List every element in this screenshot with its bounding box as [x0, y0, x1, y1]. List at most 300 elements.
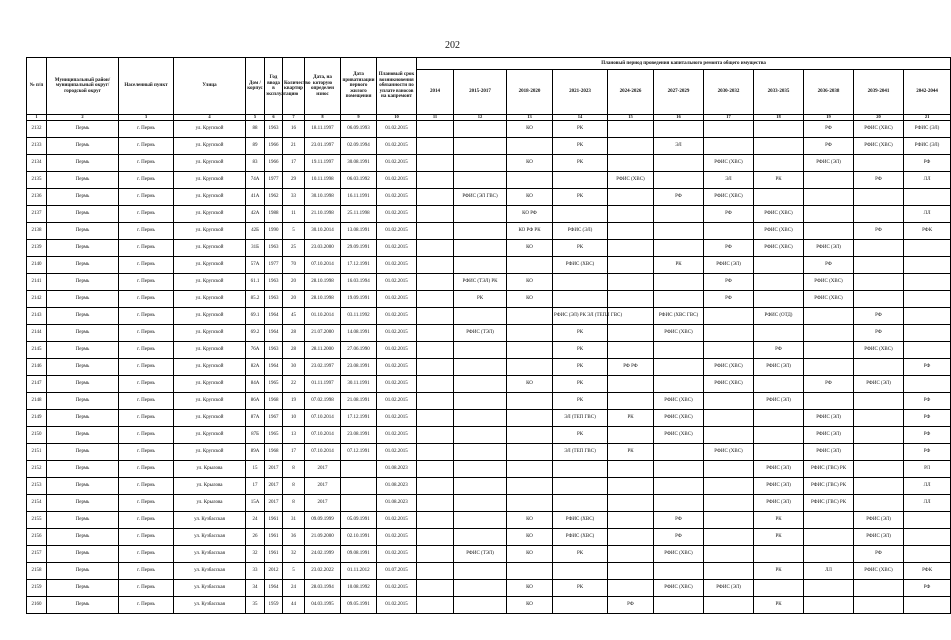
period-cell: [904, 240, 951, 257]
period-cell: РФИС (ЭЛ): [904, 138, 951, 155]
settlement-cell: г. Пермь: [119, 546, 174, 563]
period-cell: [454, 529, 507, 546]
period-cell: [608, 427, 654, 444]
table-row: [27, 172, 951, 189]
period-cell: РФ: [704, 291, 754, 308]
period-cell: [417, 138, 454, 155]
period-cell: [904, 325, 951, 342]
period-cell: [854, 359, 904, 376]
header-period: 2015-2017: [454, 70, 507, 115]
column-number: 20: [854, 115, 904, 121]
municipality-cell: Пермь: [47, 580, 119, 597]
row-number: 2158: [27, 563, 47, 580]
settlement-cell: г. Пермь: [119, 274, 174, 291]
wear-date-cell: 07.10.2014: [305, 410, 341, 427]
wear-date-cell: 30.10.2014: [305, 223, 341, 240]
period-cell: [608, 580, 654, 597]
header-period: 2030-2032: [704, 70, 754, 115]
period-cell: РФИС (ХВС): [704, 376, 754, 393]
period-cell: [854, 461, 904, 478]
municipality-cell: Пермь: [47, 563, 119, 580]
column-number: 21: [904, 115, 951, 121]
wear-date-cell: 07.10.2014: [305, 444, 341, 461]
municipality-cell: Пермь: [47, 393, 119, 410]
period-cell: [454, 308, 507, 325]
period-cell: [654, 359, 704, 376]
period-cell: [804, 512, 854, 529]
period-cell: [417, 291, 454, 308]
municipality-cell: Пермь: [47, 427, 119, 444]
house-cell: 17: [246, 478, 265, 495]
apartments-cell: 19: [283, 393, 305, 410]
municipality-cell: Пермь: [47, 478, 119, 495]
apartments-cell: 30: [283, 359, 305, 376]
period-cell: [507, 461, 553, 478]
wear-date-cell: 07.10.2014: [305, 257, 341, 274]
period-cell: РФК: [904, 563, 951, 580]
period-cell: [804, 580, 854, 597]
table-row: [27, 189, 951, 206]
street-cell: ул. Крупской: [174, 427, 246, 444]
period-cell: [417, 121, 454, 138]
privatization-date-cell: 06.09.1993: [341, 121, 377, 138]
period-cell: [454, 206, 507, 223]
year-cell: 2017: [265, 461, 283, 478]
period-cell: [417, 206, 454, 223]
table-row: [27, 427, 951, 444]
period-cell: КО: [507, 580, 553, 597]
period-cell: [804, 189, 854, 206]
table-row: [27, 257, 951, 274]
period-cell: [608, 461, 654, 478]
period-cell: КО: [507, 121, 553, 138]
settlement-cell: г. Пермь: [119, 240, 174, 257]
table-row: [27, 138, 951, 155]
wear-date-cell: 09.09.1999: [305, 512, 341, 529]
street-cell: ул. Крупской: [174, 121, 246, 138]
deadline-cell: 01.02.2015: [377, 325, 417, 342]
house-cell: 84А: [246, 376, 265, 393]
period-cell: [754, 580, 804, 597]
period-cell: РФИС (ХВС): [754, 223, 804, 240]
municipality-cell: Пермь: [47, 342, 119, 359]
municipality-cell: Пермь: [47, 172, 119, 189]
deadline-cell: 01.02.2015: [377, 410, 417, 427]
row-number: 2153: [27, 478, 47, 495]
period-cell: [754, 138, 804, 155]
street-cell: ул. Крупской: [174, 240, 246, 257]
period-cell: [553, 563, 608, 580]
row-number: 2155: [27, 512, 47, 529]
house-cell: 83: [246, 155, 265, 172]
street-cell: ул. Крупской: [174, 155, 246, 172]
column-number: 6: [265, 115, 283, 121]
house-cell: 69.2: [246, 325, 265, 342]
apartments-cell: 22: [283, 376, 305, 393]
year-cell: 1963: [265, 121, 283, 138]
period-cell: [704, 597, 754, 614]
settlement-cell: г. Пермь: [119, 308, 174, 325]
privatization-date-cell: 19.09.1991: [341, 291, 377, 308]
row-number: 2149: [27, 410, 47, 427]
row-number: 2151: [27, 444, 47, 461]
row-number: 2132: [27, 121, 47, 138]
house-cell: 82А: [246, 359, 265, 376]
period-cell: [704, 121, 754, 138]
period-cell: [804, 308, 854, 325]
period-cell: РФ: [854, 325, 904, 342]
period-cell: РФИС (ХВС ГВС): [654, 308, 704, 325]
period-cell: РФ: [654, 512, 704, 529]
period-cell: [454, 257, 507, 274]
street-cell: ул. Крылова: [174, 495, 246, 512]
table-row: [27, 206, 951, 223]
period-cell: [904, 512, 951, 529]
period-cell: [417, 512, 454, 529]
period-cell: [854, 155, 904, 172]
period-cell: РФИС (ГВС) РК: [804, 461, 854, 478]
row-number: 2141: [27, 274, 47, 291]
municipality-cell: Пермь: [47, 597, 119, 614]
period-cell: РФ: [904, 580, 951, 597]
house-cell: 15: [246, 461, 265, 478]
street-cell: ул. Крупской: [174, 189, 246, 206]
period-cell: [417, 359, 454, 376]
municipality-cell: Пермь: [47, 257, 119, 274]
period-cell: [854, 189, 904, 206]
period-cell: [854, 444, 904, 461]
street-cell: ул. Крупской: [174, 308, 246, 325]
period-cell: ЭЛ (ТЕП ГВС): [553, 444, 608, 461]
deadline-cell: 01.02.2015: [377, 529, 417, 546]
column-number: 5: [246, 115, 265, 121]
period-cell: РФИС (ЭЛ): [804, 427, 854, 444]
apartments-cell: 29: [283, 172, 305, 189]
period-cell: [417, 257, 454, 274]
deadline-cell: 01.02.2015: [377, 257, 417, 274]
table-row: [27, 563, 951, 580]
deadline-cell: 01.02.2015: [377, 580, 417, 597]
period-cell: РФ: [608, 597, 654, 614]
period-cell: РК: [553, 325, 608, 342]
row-number: 2157: [27, 546, 47, 563]
period-cell: РК: [608, 410, 654, 427]
period-cell: [454, 563, 507, 580]
period-cell: [454, 155, 507, 172]
table-row: [27, 580, 951, 597]
period-cell: РК: [754, 597, 804, 614]
wear-date-cell: 04.03.1995: [305, 597, 341, 614]
period-cell: РК: [553, 427, 608, 444]
row-number: 2146: [27, 359, 47, 376]
year-cell: 1965: [265, 427, 283, 444]
column-number: 11: [417, 115, 454, 121]
period-cell: РК: [553, 342, 608, 359]
municipality-cell: Пермь: [47, 512, 119, 529]
period-cell: [608, 206, 654, 223]
privatization-date-cell: 07.12.1991: [341, 444, 377, 461]
apartments-cell: 8: [283, 461, 305, 478]
period-cell: [507, 359, 553, 376]
street-cell: ул. Крупской: [174, 223, 246, 240]
period-cell: [608, 291, 654, 308]
street-cell: ул. Кузбасская: [174, 512, 246, 529]
deadline-cell: 01.08.2023: [377, 495, 417, 512]
period-cell: РФИС (ТЭЛ) РК: [454, 274, 507, 291]
privatization-date-cell: 14.08.1991: [341, 325, 377, 342]
period-cell: РФИС (ХВС): [654, 410, 704, 427]
period-cell: РФИС (ХВС): [553, 529, 608, 546]
period-cell: [754, 376, 804, 393]
period-cell: [454, 342, 507, 359]
period-cell: [904, 597, 951, 614]
year-cell: 1977: [265, 172, 283, 189]
table-row: [27, 291, 951, 308]
period-cell: КО: [507, 376, 553, 393]
table-row: [27, 410, 951, 427]
period-cell: ЛЛ: [904, 172, 951, 189]
period-cell: [507, 138, 553, 155]
privatization-date-cell: 02.10.1991: [341, 529, 377, 546]
privatization-date-cell: 03.11.1992: [341, 308, 377, 325]
period-cell: [654, 223, 704, 240]
privatization-date-cell: 16.03.1994: [341, 274, 377, 291]
row-number: 2144: [27, 325, 47, 342]
header-no: № п/п: [27, 58, 47, 115]
period-cell: [454, 376, 507, 393]
period-cell: [417, 223, 454, 240]
year-cell: 1959: [265, 597, 283, 614]
house-cell: 76А: [246, 342, 265, 359]
wear-date-cell: 28.03.1994: [305, 580, 341, 597]
period-cell: [608, 121, 654, 138]
wear-date-cell: 23.01.1997: [305, 138, 341, 155]
apartments-cell: 8: [283, 478, 305, 495]
deadline-cell: 01.02.2015: [377, 223, 417, 240]
table-row: [27, 529, 951, 546]
period-cell: РФИС (ГВС) РК: [804, 478, 854, 495]
header-municipality: Муниципальный район/ муниципальный округ/городской округ: [47, 58, 119, 115]
house-cell: 42А: [246, 206, 265, 223]
period-cell: [417, 325, 454, 342]
municipality-cell: Пермь: [47, 223, 119, 240]
period-cell: [704, 410, 754, 427]
street-cell: ул. Крупской: [174, 410, 246, 427]
period-cell: [507, 393, 553, 410]
period-cell: [507, 495, 553, 512]
period-cell: [854, 393, 904, 410]
apartments-cell: 16: [283, 121, 305, 138]
period-cell: КО: [507, 529, 553, 546]
column-number: 18: [754, 115, 804, 121]
wear-date-cell: 07.10.2014: [305, 427, 341, 444]
apartments-cell: 28: [283, 342, 305, 359]
period-cell: РФ: [654, 529, 704, 546]
year-cell: 1968: [265, 444, 283, 461]
period-cell: РФИС (ХВС): [754, 240, 804, 257]
row-number: 2150: [27, 427, 47, 444]
period-cell: РФИС (ХВС): [854, 342, 904, 359]
page-number: 202: [445, 40, 460, 51]
period-cell: [454, 512, 507, 529]
settlement-cell: г. Пермь: [119, 291, 174, 308]
period-cell: РК: [454, 291, 507, 308]
period-cell: [854, 495, 904, 512]
period-cell: [608, 529, 654, 546]
period-cell: РК: [754, 563, 804, 580]
table-row: [27, 240, 951, 257]
municipality-cell: Пермь: [47, 291, 119, 308]
period-cell: [553, 461, 608, 478]
header-first-privatization: Дата приватизации первого жилого помещения: [341, 58, 377, 115]
municipality-cell: Пермь: [47, 546, 119, 563]
period-cell: [754, 274, 804, 291]
period-cell: [417, 189, 454, 206]
period-cell: [654, 342, 704, 359]
period-cell: [654, 206, 704, 223]
privatization-date-cell: 17.12.1991: [341, 410, 377, 427]
period-cell: РФ: [804, 138, 854, 155]
period-cell: [417, 529, 454, 546]
period-cell: РФ: [854, 308, 904, 325]
period-cell: РФИС (ЭЛ): [754, 478, 804, 495]
period-cell: РФ: [804, 121, 854, 138]
period-cell: [417, 546, 454, 563]
wear-date-cell: 23.02.1997: [305, 359, 341, 376]
street-cell: ул. Крылова: [174, 478, 246, 495]
apartments-cell: 20: [283, 291, 305, 308]
period-cell: [553, 478, 608, 495]
period-cell: ЭЛ: [654, 138, 704, 155]
period-cell: [454, 597, 507, 614]
period-cell: [854, 291, 904, 308]
period-cell: [454, 240, 507, 257]
period-cell: РФ: [854, 546, 904, 563]
deadline-cell: 01.02.2015: [377, 376, 417, 393]
settlement-cell: г. Пермь: [119, 325, 174, 342]
municipality-cell: Пермь: [47, 529, 119, 546]
deadline-cell: 01.02.2015: [377, 444, 417, 461]
settlement-cell: г. Пермь: [119, 376, 174, 393]
year-cell: 1968: [265, 393, 283, 410]
row-number: 2156: [27, 529, 47, 546]
period-cell: [754, 410, 804, 427]
period-cell: РФИС (ХВС): [608, 172, 654, 189]
settlement-cell: г. Пермь: [119, 359, 174, 376]
privatization-date-cell: 09.05.1991: [341, 597, 377, 614]
period-cell: РФИС (ЭЛ): [553, 223, 608, 240]
period-cell: [754, 444, 804, 461]
deadline-cell: 01.02.2015: [377, 308, 417, 325]
period-cell: [704, 563, 754, 580]
house-cell: 42Б: [246, 223, 265, 240]
house-cell: 86А: [246, 393, 265, 410]
privatization-date-cell: 05.09.1991: [341, 512, 377, 529]
period-cell: [804, 342, 854, 359]
period-cell: [417, 308, 454, 325]
period-cell: РФ: [704, 206, 754, 223]
settlement-cell: г. Пермь: [119, 155, 174, 172]
period-cell: [507, 172, 553, 189]
period-cell: КО РФ: [507, 206, 553, 223]
row-number: 2148: [27, 393, 47, 410]
municipality-cell: Пермь: [47, 240, 119, 257]
period-cell: [454, 580, 507, 597]
period-cell: [854, 410, 904, 427]
row-number: 2142: [27, 291, 47, 308]
period-cell: [417, 155, 454, 172]
header-period: 2039-2041: [854, 70, 904, 115]
municipality-cell: Пермь: [47, 325, 119, 342]
period-cell: [904, 308, 951, 325]
period-cell: [417, 240, 454, 257]
wear-date-cell: 30.10.1998: [305, 189, 341, 206]
period-cell: [507, 563, 553, 580]
period-cell: ЭЛ: [704, 172, 754, 189]
period-cell: РФИС (ЭЛ): [754, 359, 804, 376]
apartments-cell: 20: [283, 274, 305, 291]
column-number: 16: [654, 115, 704, 121]
settlement-cell: г. Пермь: [119, 563, 174, 580]
capital-repair-register-table: [26, 57, 951, 614]
period-cell: РК: [654, 257, 704, 274]
period-cell: [654, 376, 704, 393]
privatization-date-cell: 02.09.1994: [341, 138, 377, 155]
period-cell: [754, 427, 804, 444]
column-number: 14: [553, 115, 608, 121]
settlement-cell: г. Пермь: [119, 580, 174, 597]
table-row: [27, 359, 951, 376]
street-cell: ул. Крупской: [174, 172, 246, 189]
period-cell: [507, 478, 553, 495]
wear-date-cell: 2017: [305, 461, 341, 478]
year-cell: 1965: [265, 376, 283, 393]
wear-date-cell: 28.11.2000: [305, 342, 341, 359]
column-number: 1: [27, 115, 47, 121]
year-cell: 1964: [265, 308, 283, 325]
period-cell: [417, 444, 454, 461]
period-cell: РФ: [904, 410, 951, 427]
row-number: 2135: [27, 172, 47, 189]
municipality-cell: Пермь: [47, 206, 119, 223]
period-cell: РФИС (ХВС): [553, 512, 608, 529]
year-cell: 1961: [265, 529, 283, 546]
period-cell: РФИС (ЭЛ): [804, 155, 854, 172]
period-cell: [854, 478, 904, 495]
period-cell: [704, 308, 754, 325]
period-cell: [704, 529, 754, 546]
privatization-date-cell: 06.03.1992: [341, 172, 377, 189]
row-number: 2139: [27, 240, 47, 257]
wear-date-cell: 18.11.1997: [305, 121, 341, 138]
period-cell: РК: [553, 393, 608, 410]
period-cell: [553, 597, 608, 614]
deadline-cell: 01.02.2015: [377, 155, 417, 172]
period-cell: [608, 512, 654, 529]
apartments-cell: 21: [283, 138, 305, 155]
period-cell: КО: [507, 546, 553, 563]
apartments-cell: 11: [283, 206, 305, 223]
privatization-date-cell: 23.08.1991: [341, 427, 377, 444]
settlement-cell: г. Пермь: [119, 529, 174, 546]
header-period-group: Плановый период проведения капитального ремонта общего имущества: [417, 58, 951, 70]
deadline-cell: 01.02.2015: [377, 597, 417, 614]
period-cell: [417, 580, 454, 597]
period-cell: РФ РФ: [608, 359, 654, 376]
street-cell: ул. Крупской: [174, 206, 246, 223]
municipality-cell: Пермь: [47, 495, 119, 512]
year-cell: 1977: [265, 257, 283, 274]
